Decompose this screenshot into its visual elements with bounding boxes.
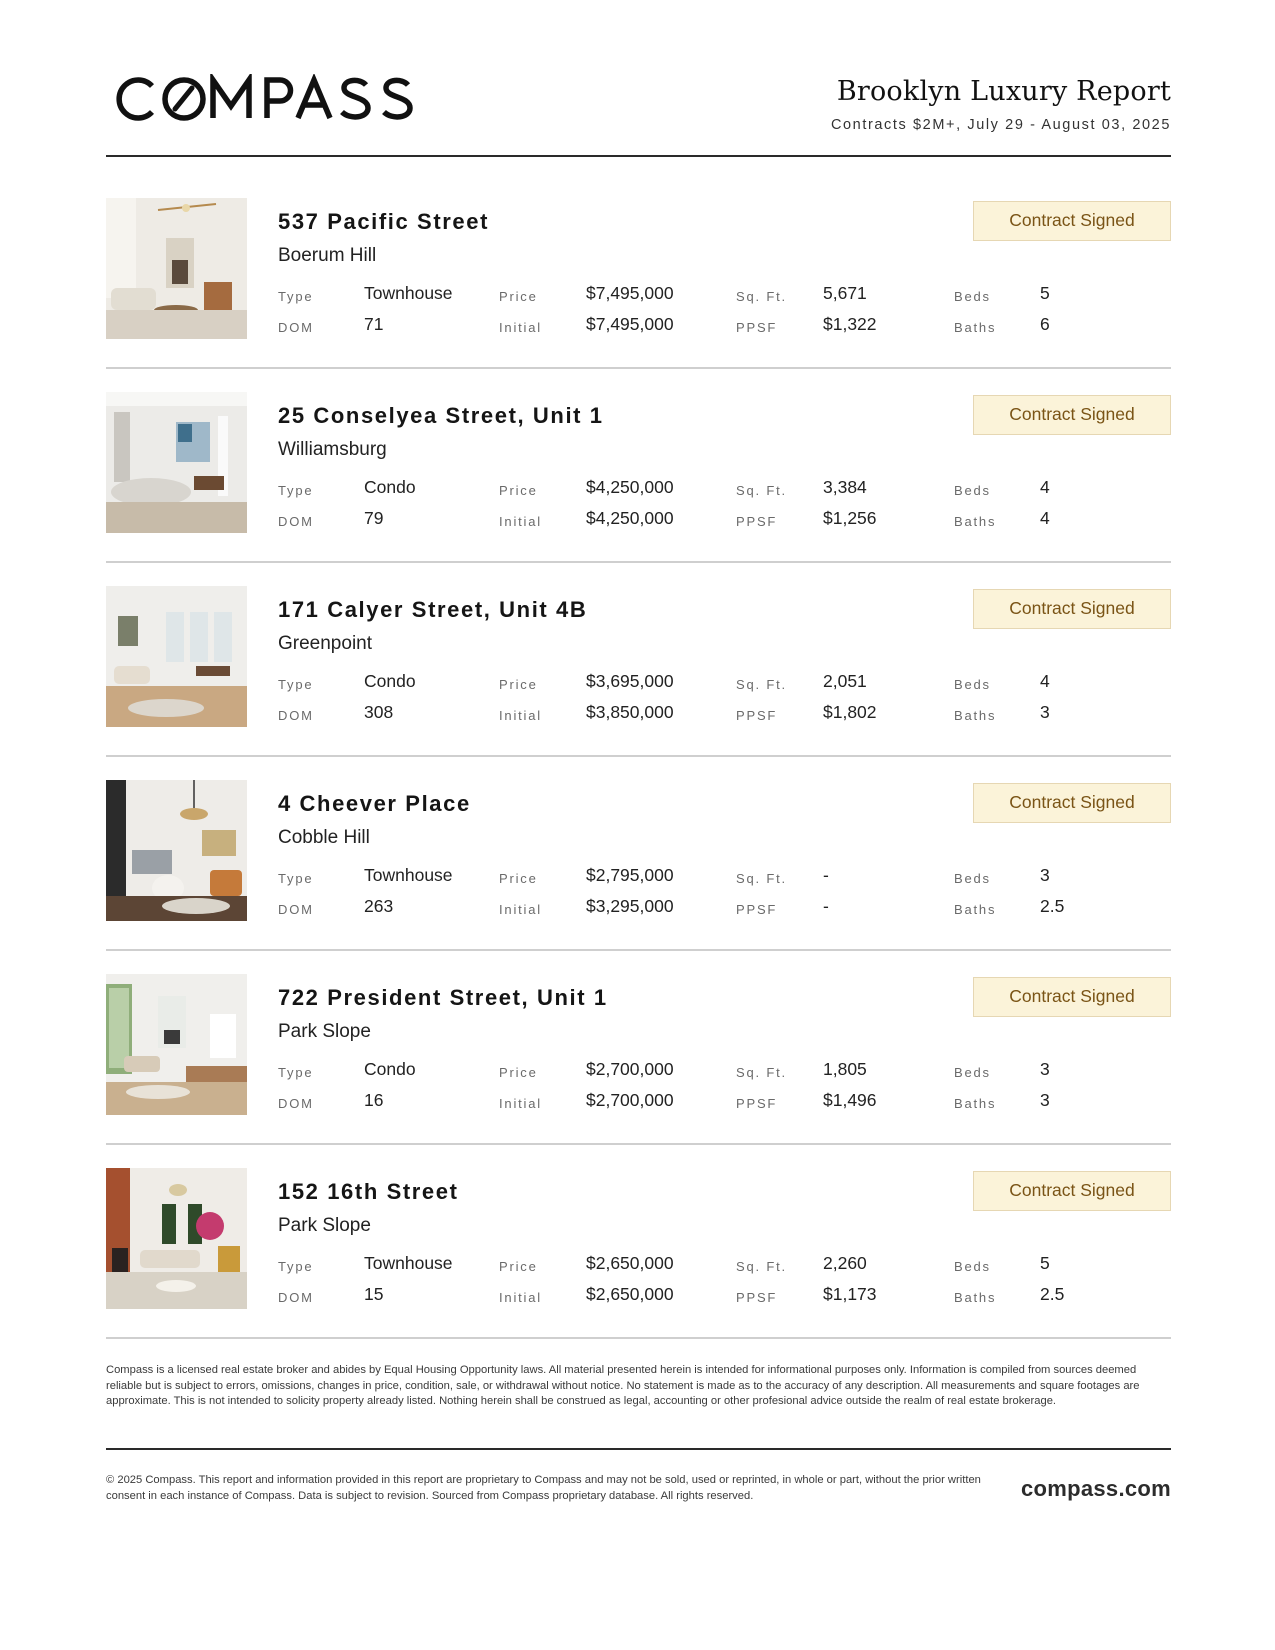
report-page [106, 0, 1171, 1650]
price-label: Price [499, 871, 538, 886]
listing-neighborhood: Park Slope [278, 1215, 371, 1236]
listing-neighborhood: Greenpoint [278, 633, 373, 654]
status-badge: Contract Signed [973, 395, 1171, 435]
report-title: Brooklyn Luxury Report [836, 76, 1171, 107]
dom-value: 263 [364, 896, 394, 916]
beds-label: Beds [954, 871, 991, 886]
initial-label: Initial [499, 1096, 542, 1111]
listing-neighborhood: Williamsburg [278, 439, 387, 460]
price-label: Price [499, 483, 538, 498]
sqft-value: 2,051 [823, 671, 867, 691]
initial-label: Initial [499, 514, 542, 529]
listing-divider [106, 1337, 1171, 1339]
listing-photo[interactable] [106, 392, 247, 533]
price-value: $4,250,000 [586, 477, 674, 497]
dom-value: 71 [364, 314, 384, 334]
beds-label: Beds [954, 289, 991, 304]
sqft-label: Sq. Ft. [736, 677, 787, 692]
ppsf-label: PPSF [736, 514, 778, 529]
ppsf-value: $1,322 [823, 314, 877, 334]
type-value: Condo [364, 1059, 416, 1079]
sqft-label: Sq. Ft. [736, 1259, 787, 1274]
baths-value: 6 [1040, 314, 1050, 334]
listing-photo[interactable] [106, 780, 247, 921]
beds-value: 4 [1040, 477, 1050, 497]
baths-label: Baths [954, 1096, 997, 1111]
type-label: Type [278, 289, 314, 304]
type-label: Type [278, 871, 314, 886]
listing-divider [106, 949, 1171, 951]
ppsf-label: PPSF [736, 1096, 778, 1111]
dom-label: DOM [278, 1290, 314, 1305]
type-label: Type [278, 483, 314, 498]
type-value: Townhouse [364, 283, 453, 303]
copyright-notice: © 2025 Compass. This report and information provided in this report are proprietary to Compass and may not be sold, used or reprinted, in whole or part, without the prior written consent in each instance of Compass. Data is subject to revision. Sourced from Compass proprietary database. All rights reserved. [106, 1474, 981, 1502]
legal-disclaimer: Compass is a licensed real estate broker and abides by Equal Housing Opportunity laws. All material presented herein is intended for informational purposes only. Information is compiled from sources deemed reliable but is subject to errors, omissions, changes in price, condition, sale, or withdrawal without notice. No statement is made as to the accuracy of any description. All measurements and square footages are approximate. This is not intended to solicity property already listed. Nothing herein shall be construed as legal, accounting or other profesional advice outside the realm of real estate brokerage. [106, 1364, 1140, 1408]
listing-divider [106, 561, 1171, 563]
type-label: Type [278, 677, 314, 692]
ppsf-label: PPSF [736, 708, 778, 723]
initial-label: Initial [499, 902, 542, 917]
dom-label: DOM [278, 320, 314, 335]
baths-value: 2.5 [1040, 1284, 1065, 1304]
compass-logo-mark [110, 74, 436, 124]
initial-value: $3,850,000 [586, 702, 674, 722]
dom-value: 15 [364, 1284, 384, 1304]
sqft-label: Sq. Ft. [736, 289, 787, 304]
price-label: Price [499, 289, 538, 304]
type-value: Townhouse [364, 865, 453, 885]
listing-photo[interactable] [106, 974, 247, 1115]
status-badge: Contract Signed [973, 201, 1171, 241]
dom-label: DOM [278, 514, 314, 529]
initial-label: Initial [499, 708, 542, 723]
price-value: $7,495,000 [586, 283, 674, 303]
ppsf-value: - [823, 896, 829, 916]
listings-list [106, 198, 1171, 1362]
sqft-label: Sq. Ft. [736, 483, 787, 498]
listing-divider [106, 1143, 1171, 1145]
listing-neighborhood: Boerum Hill [278, 245, 377, 266]
listing-card [106, 780, 1171, 974]
ppsf-label: PPSF [736, 320, 778, 335]
ppsf-value: $1,802 [823, 702, 877, 722]
beds-value: 5 [1040, 1253, 1050, 1273]
sqft-label: Sq. Ft. [736, 871, 787, 886]
listing-address: 4 Cheever Place [278, 791, 471, 816]
report-subtitle: Contracts $2M+, July 29 - August 03, 2025 [830, 117, 1171, 133]
baths-label: Baths [954, 320, 997, 335]
listing-card [106, 198, 1171, 392]
status-badge: Contract Signed [973, 783, 1171, 823]
status-badge: Contract Signed [973, 589, 1171, 629]
type-value: Condo [364, 477, 416, 497]
initial-label: Initial [499, 320, 542, 335]
sqft-value: 5,671 [823, 283, 867, 303]
sqft-value: - [823, 865, 829, 885]
price-label: Price [499, 1065, 538, 1080]
listing-card [106, 974, 1171, 1168]
compass-needle-icon [165, 80, 203, 118]
type-label: Type [278, 1259, 314, 1274]
dom-value: 308 [364, 702, 394, 722]
sqft-value: 3,384 [823, 477, 867, 497]
beds-value: 5 [1040, 283, 1050, 303]
listing-card [106, 392, 1171, 586]
baths-value: 4 [1040, 508, 1050, 528]
listing-address: 152 16th Street [278, 1179, 459, 1204]
listing-divider [106, 367, 1171, 369]
sqft-value: 1,805 [823, 1059, 867, 1079]
ppsf-label: PPSF [736, 902, 778, 917]
listing-address: 171 Calyer Street, Unit 4B [278, 597, 588, 622]
listing-photo[interactable] [106, 586, 247, 727]
initial-value: $2,700,000 [586, 1090, 674, 1110]
listing-card [106, 1168, 1171, 1362]
listing-photo[interactable] [106, 198, 247, 339]
sqft-label: Sq. Ft. [736, 1065, 787, 1080]
sqft-value: 2,260 [823, 1253, 867, 1273]
listing-card [106, 586, 1171, 780]
initial-value: $4,250,000 [586, 508, 674, 528]
listing-neighborhood: Cobble Hill [278, 827, 370, 848]
listing-address: 537 Pacific Street [278, 209, 490, 234]
beds-label: Beds [954, 677, 991, 692]
baths-label: Baths [954, 708, 997, 723]
ppsf-value: $1,173 [823, 1284, 877, 1304]
footer-divider [106, 1448, 1171, 1450]
beds-value: 3 [1040, 1059, 1050, 1079]
listing-address: 722 President Street, Unit 1 [278, 985, 608, 1010]
baths-label: Baths [954, 514, 997, 529]
dom-value: 16 [364, 1090, 384, 1110]
listing-photo[interactable] [106, 1168, 247, 1309]
baths-value: 3 [1040, 1090, 1050, 1110]
baths-label: Baths [954, 902, 997, 917]
report-header [106, 74, 1171, 156]
header-divider [106, 155, 1171, 157]
beds-label: Beds [954, 1065, 991, 1080]
dom-value: 79 [364, 508, 384, 528]
initial-value: $3,295,000 [586, 896, 674, 916]
beds-value: 3 [1040, 865, 1050, 885]
initial-label: Initial [499, 1290, 542, 1305]
ppsf-value: $1,256 [823, 508, 877, 528]
website-link[interactable]: compass.com [1020, 1476, 1171, 1501]
ppsf-label: PPSF [736, 1290, 778, 1305]
status-badge: Contract Signed [973, 977, 1171, 1017]
type-value: Condo [364, 671, 416, 691]
price-value: $2,650,000 [586, 1253, 674, 1273]
baths-value: 3 [1040, 702, 1050, 722]
beds-label: Beds [954, 483, 991, 498]
price-value: $3,695,000 [586, 671, 674, 691]
price-value: $2,700,000 [586, 1059, 674, 1079]
listing-divider [106, 755, 1171, 757]
type-value: Townhouse [364, 1253, 453, 1273]
beds-label: Beds [954, 1259, 991, 1274]
dom-label: DOM [278, 1096, 314, 1111]
dom-label: DOM [278, 708, 314, 723]
baths-value: 2.5 [1040, 896, 1065, 916]
initial-value: $2,650,000 [586, 1284, 674, 1304]
beds-value: 4 [1040, 671, 1050, 691]
price-value: $2,795,000 [586, 865, 674, 885]
ppsf-value: $1,496 [823, 1090, 877, 1110]
dom-label: DOM [278, 902, 314, 917]
compass-logo [110, 74, 436, 124]
initial-value: $7,495,000 [586, 314, 674, 334]
price-label: Price [499, 677, 538, 692]
listing-address: 25 Conselyea Street, Unit 1 [278, 403, 604, 428]
type-label: Type [278, 1065, 314, 1080]
listing-neighborhood: Park Slope [278, 1021, 371, 1042]
price-label: Price [499, 1259, 538, 1274]
baths-label: Baths [954, 1290, 997, 1305]
status-badge: Contract Signed [973, 1171, 1171, 1211]
